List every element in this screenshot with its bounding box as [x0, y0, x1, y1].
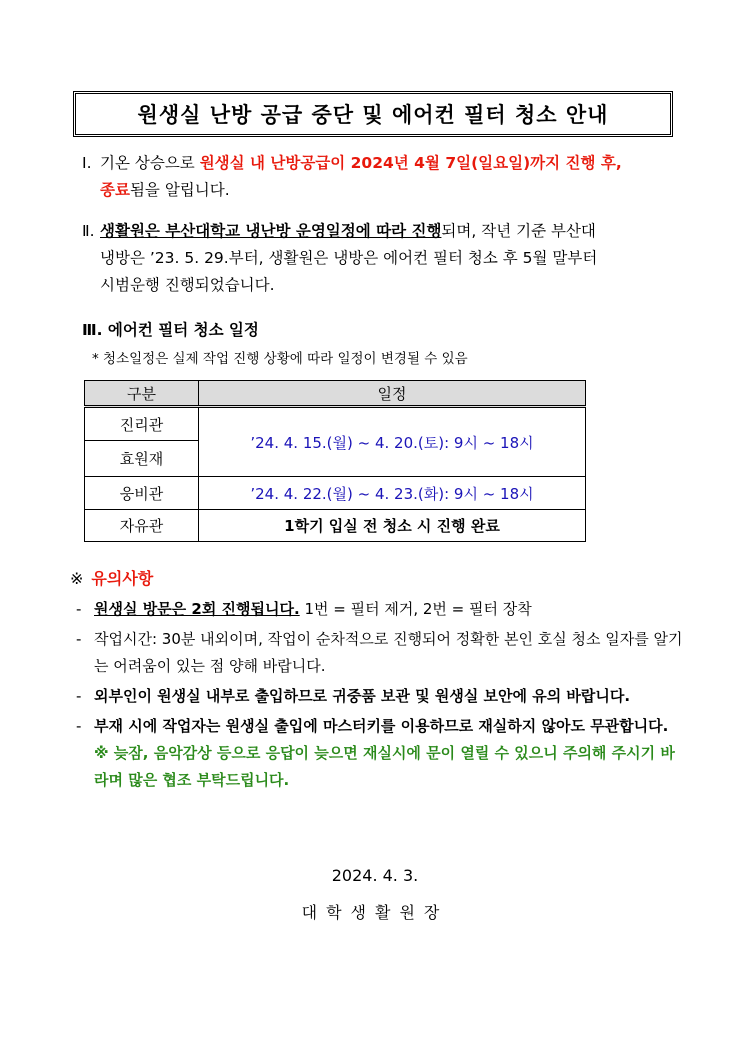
list-item: - 원생실 방문은 2회 진행됩니다. 1번 = 필터 제거, 2번 = 필터 장착: [76, 600, 532, 618]
reference-mark: ※: [70, 569, 84, 588]
list-item: - 외부인이 원생실 내부로 출입하므로 귀중품 보관 및 원생실 보안에 유의 바랍니다.: [76, 683, 686, 710]
section-2-line-3: 시범운행 진행되었습니다.: [100, 276, 275, 294]
list-item: - 부재 시에 작업자는 원생실 출입에 마스터키를 이용하므로 재실하지 않아도 무관합니다. ※ 늦잠, 음악감상 등으로 응답이 늦으면 재실시에 문이 열릴 수 있으니 주의해 주시기 바라며 많은 협조 부탁드립니다.: [76, 717, 675, 789]
row-schedule: ’24. 4. 15.(월) ~ 4. 20.(토): 9시 ~ 18시: [199, 407, 586, 477]
document-title: [73, 91, 673, 137]
item-1-rest: 1번 = 필터 제거, 2번 = 필터 장착: [299, 600, 532, 618]
row-schedule: ’24. 4. 22.(월) ~ 4. 23.(화): 9시 ~ 18시: [199, 477, 586, 510]
section-1-highlight-2: 종료: [100, 181, 130, 199]
warnings-list: [76, 596, 686, 797]
item-1-bold: 원생실 방문은 2회 진행됩니다.: [94, 600, 300, 618]
section-1-prefix: 기온 상승으로: [100, 154, 200, 172]
table-row: [85, 510, 586, 542]
table-header-row: [85, 381, 586, 407]
row-name: 진리관: [85, 407, 199, 441]
section-1: [82, 150, 682, 204]
list-item: - 작업시간: 30분 내외이며, 작업이 순차적으로 진행되어 정확한 본인 호실 청소 일자를 알기는 어려움이 있는 점 양해 바랍니다.: [76, 626, 686, 680]
section-3-heading: Ⅲ. 에어컨 필터 청소 일정: [82, 321, 259, 339]
section-1-suffix: 됨을 알립니다.: [129, 181, 230, 199]
row-name: 자유관: [85, 510, 199, 542]
section-2-rest: 되며, 작년 기준 부산대: [441, 222, 596, 240]
table-row: [85, 477, 586, 510]
signature: 대학생활원장: [301, 903, 449, 922]
warnings-heading: [70, 566, 153, 589]
header-category: 구분: [85, 381, 199, 407]
row-schedule: 1학기 입실 전 청소 시 진행 완료: [199, 510, 586, 542]
section-1-highlight: 원생실 내 난방공급이 2024년 4월 7일(일요일)까지 진행 후,: [199, 154, 622, 172]
issue-date: 2024. 4. 3.: [331, 866, 419, 885]
header-schedule: 일정: [199, 381, 586, 407]
row-name: 효원재: [85, 441, 199, 477]
item-3-text: 외부인이 원생실 내부로 출입하므로 귀중품 보관 및 원생실 보안에 유의 바랍니다.: [94, 687, 631, 705]
row-name: 웅비관: [85, 477, 199, 510]
warnings-title: 유의사항: [91, 569, 154, 588]
title-text: 원생실 난방 공급 중단 및 에어컨 필터 청소 안내: [137, 103, 609, 127]
item-4-green: ※ 늦잠, 음악감상 등으로 응답이 늦으면 재실시에 문이 열릴 수 있으니 주의해 주시기 바라며 많은 협조 부탁드립니다.: [94, 744, 675, 789]
section-2-number: Ⅱ.: [82, 222, 95, 240]
table-row: [85, 407, 586, 441]
section-1-number: Ⅰ.: [82, 154, 92, 172]
item-2-text: 작업시간: 30분 내외이며, 작업이 순차적으로 진행되어 정확한 본인 호실 청소 일자를 알기는 어려움이 있는 점 양해 바랍니다.: [94, 630, 683, 675]
item-4-bold: 부재 시에 작업자는 원생실 출입에 마스터키를 이용하므로 재실하지 않아도 무관합니다.: [94, 717, 669, 735]
section-2: [82, 218, 682, 299]
section-2-bold-text: 생활원은 부산대학교 냉난방 운영일정에 따라 진행: [100, 222, 442, 240]
schedule-table: [84, 380, 586, 542]
schedule-note: * 청소일정은 실제 작업 진행 상황에 따라 일정이 변경될 수 있음: [92, 351, 468, 367]
section-2-line-2: 냉방은 ’23. 5. 29.부터, 생활원은 냉방은 에어컨 필터 청소 후 5월 말부터: [100, 249, 598, 267]
